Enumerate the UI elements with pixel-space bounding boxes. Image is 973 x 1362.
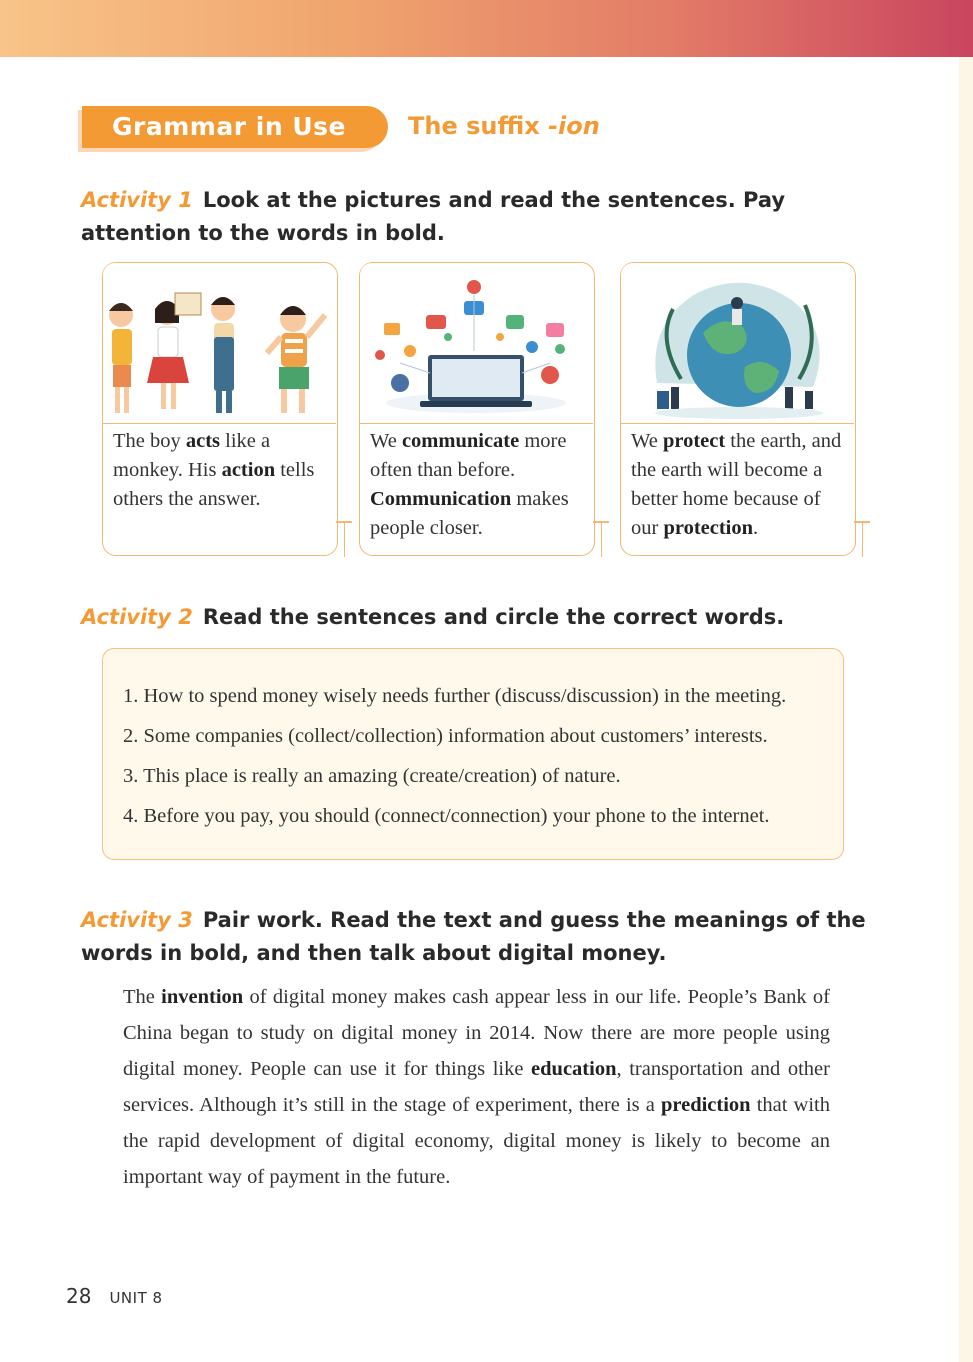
unit-label: UNIT 8 xyxy=(109,1289,163,1307)
top-banner xyxy=(0,0,973,57)
activity1-card-2 xyxy=(359,262,595,556)
card-3-tail xyxy=(844,521,863,557)
card-1-text: The boy acts like a monkey. His action tells others the answer. xyxy=(113,430,315,510)
activity2-label: Activity 2 xyxy=(81,605,193,629)
activity1-heading xyxy=(81,184,861,250)
activity2-item: 2. Some companies (collect/collection) information about customers’ interests. xyxy=(123,725,768,747)
activity3-heading xyxy=(81,904,871,970)
activity2-item: 1. How to spend money wisely needs further (discuss/discussion) in the meeting. xyxy=(123,685,787,707)
card-2-tail xyxy=(583,521,602,557)
activity1-card-1 xyxy=(102,262,338,556)
card-1-tail xyxy=(326,521,345,557)
activity1-label: Activity 1 xyxy=(81,188,193,212)
children-acting-image xyxy=(103,263,336,424)
activity3-paragraph: The invention of digital money makes cash appear less in our life. People’s Bank of China began to study on digital money in 2014. Now there are more people using digital money. People can use it for things like education, transportation and other services. Although it’s still in the stage of experiment, there is a prediction that with the rapid development of digital economy, digital money is likely to become an important way of payment in the future. xyxy=(123,986,831,1188)
page-number: 28 xyxy=(66,1284,92,1308)
activity3-instruction: Pair work. Read the text and guess the meanings of the words in bold, and then talk about digital money. xyxy=(81,908,866,965)
activity1-instruction: Look at the pictures and read the sentences. Pay attention to the words in bold. xyxy=(81,188,786,245)
section-tab xyxy=(78,106,388,152)
activity2-list xyxy=(123,676,786,836)
card-3-text: We protect the earth, and the earth will become a better home because of our protection. xyxy=(631,430,842,539)
activity2-item: 3. This place is really an amazing (create/creation) of nature. xyxy=(123,765,621,787)
activity1-card-3 xyxy=(620,262,856,556)
activity2-heading xyxy=(81,601,861,634)
digital-communication-image xyxy=(360,263,593,424)
activity2-instruction: Read the sentences and circle the correct words. xyxy=(202,605,785,629)
section-subtitle: The suffix -ion xyxy=(408,112,600,140)
card-2-text: We communicate more often than before. Communication makes people closer. xyxy=(370,430,569,539)
page-edge-strip xyxy=(959,57,973,1362)
activity2-box xyxy=(102,648,844,860)
protect-earth-image xyxy=(621,263,854,424)
suffix-ion: -ion xyxy=(548,112,600,140)
section-tab-label: Grammar in Use xyxy=(112,112,346,141)
section-tab-pill xyxy=(82,106,388,148)
activity2-item: 4. Before you pay, you should (connect/connection) your phone to the internet. xyxy=(123,805,770,827)
page-footer xyxy=(66,1284,163,1308)
activity3-label: Activity 3 xyxy=(81,908,193,932)
